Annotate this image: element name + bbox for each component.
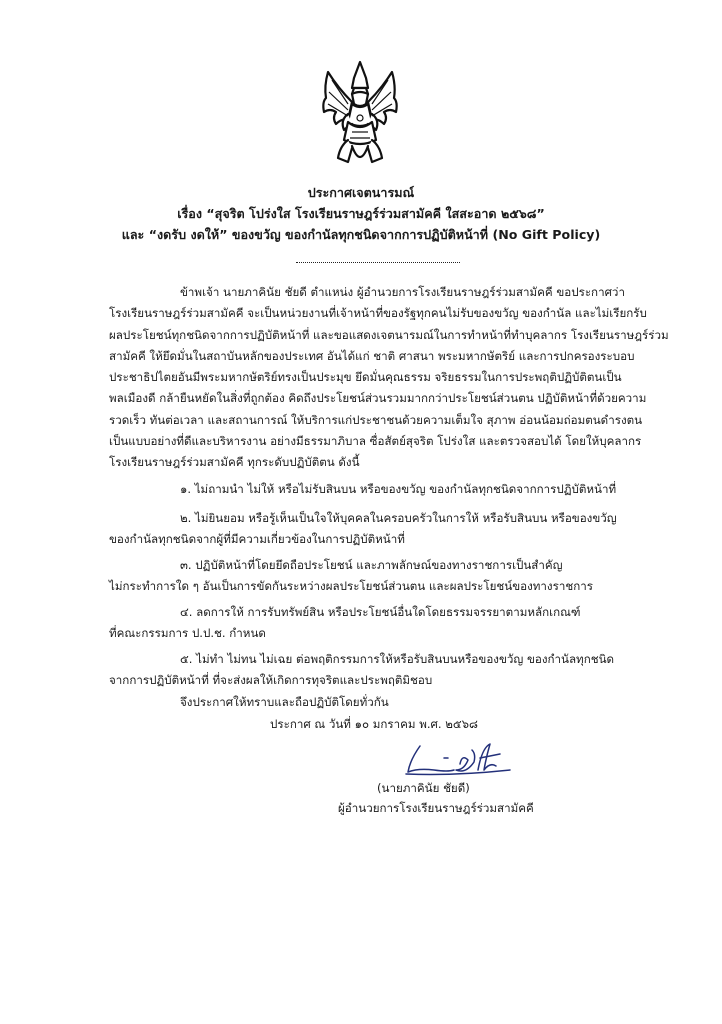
intro-line: เป็นแบบอย่างที่ดีและบริหารงาน อย่างมีธรรมาภิบาล ซื่อสัตย์สุจริต โปร่งใส และตรวจสอบได้ โดยให้บุคลากร	[109, 434, 642, 449]
closing-statement: จึงประกาศให้ทราบและถือปฏิบัติโดยทั่วกัน	[180, 695, 389, 709]
handwritten-signature-icon	[404, 740, 514, 780]
garuda-emblem-icon	[318, 58, 402, 170]
announcement-date: ประกาศ ณ วันที่ ๑๐ มกราคม พ.ศ. ๒๕๖๘	[270, 717, 478, 731]
signer-name: (นายภาคินัย ชัยดี)	[377, 781, 470, 795]
document-subject: เรื่อง “สุจริต โปร่งใส โรงเรียนราษฎร์ร่วมสามัคคี ใสสะอาด ๒๕๖๘”	[177, 206, 545, 221]
text-line: ๔. ลดการให้ การรับทรัพย์สิน หรือประโยชน์อื่นใดโดยธรรมจรรยาตามหลักเกณฑ์	[180, 605, 581, 619]
list-item	[180, 481, 616, 499]
text-line: ๑. ไม่ถามนำ ไม่ให้ หรือไม่รับสินบน หรือของขวัญ ของกำนัลทุกชนิดจากการปฏิบัติหน้าที่	[180, 482, 617, 496]
intro-line: ประชาธิปไตยอันมีพระมหากษัตริย์ทรงเป็นประมุข ยึดมั่นคุณธรรม จริยธรรมในการประพฤติปฏิบัติตนเป็น	[109, 370, 622, 385]
intro-line: โรงเรียนราษฎร์ร่วมสามัคคี จะเป็นหน่วยงานที่เจ้าหน้าที่ของรัฐทุกคนไม่รับของขวัญ ของกำนัล และไม่เรียกรับ	[109, 306, 647, 321]
list-item	[109, 602, 580, 644]
separator-line	[296, 262, 460, 263]
intro-paragraph	[109, 282, 669, 474]
text-line: ๕. ไม่ทำ ไม่ทน ไม่เฉย ต่อพฤติกรรมการให้หรือรับสินบนหรือของขวัญ ของกำนัลทุกชนิด	[180, 652, 615, 666]
text-line: ไม่กระทำการใด ๆ อันเป็นการขัดกันระหว่างผลประโยชน์ส่วนตน และผลประโยชน์ของทางราชการ	[109, 579, 593, 593]
text-line: ที่คณะกรรมการ ป.ป.ช. กำหนด	[109, 626, 266, 640]
list-item	[109, 508, 617, 550]
list-item	[109, 649, 614, 691]
text-line: จากการปฏิบัติหน้าที่ ที่จะส่งผลให้เกิดการทุจริตและประพฤติมิชอบ	[109, 673, 433, 687]
intro-line: รวดเร็ว ทันต่อเวลา และสถานการณ์ ให้บริการแก่ประชาชนด้วยความเต็มใจ สุภาพ อ่อนน้อมถ่อมตนดำรงตน	[109, 412, 643, 427]
document-title: ประกาศเจตนารมณ์	[307, 185, 415, 200]
text-line: ๒. ไม่ยินยอม หรือรู้เห็นเป็นใจให้บุคคลในครอบครัวในการให้ หรือรับสินบน หรือของขวัญ	[180, 511, 617, 525]
text-line: ๓. ปฏิบัติหน้าที่โดยยึดถือประโยชน์ และภาพลักษณ์ของทางราชการเป็นสำคัญ	[180, 558, 563, 572]
signer-position: ผู้อำนวยการโรงเรียนราษฎร์ร่วมสามัคคี	[338, 801, 534, 815]
document-subject-line2: และ “งดรับ งดให้” ของขวัญ ของกำนัลทุกชนิดจากการปฏิบัติหน้าที่ (No Gift Policy)	[121, 227, 601, 242]
intro-line: พลเมืองดี กล้ายืนหยัดในสิ่งที่ถูกต้อง คิดถึงประโยชน์ส่วนรวมมากกว่าประโยชน์ส่วนตน ปฏิบัติหน้าที่ด้วยความ	[109, 391, 647, 406]
list-item	[109, 555, 593, 597]
text-line: ของกำนัลทุกชนิดจากผู้ที่มีความเกี่ยวข้องในการปฏิบัติหน้าที่	[109, 532, 405, 546]
intro-line: ข้าพเจ้า นายภาคินัย ชัยดี ตำแหน่ง ผู้อำนวยการโรงเรียนราษฎร์ร่วมสามัคคี ขอประกาศว่า	[180, 285, 625, 299]
intro-line: สามัคคี ให้ยึดมั่นในสถาบันหลักของประเทศ อันได้แก่ ชาติ ศาสนา พระมหากษัตริย์ และการปกครองระบอบ	[109, 348, 635, 363]
intro-line: ผลประโยชน์ทุกชนิดจากการปฏิบัติหน้าที่ และขอแสดงเจตนารมณ์ในการทำหน้าที่ทำบุคลากร โรงเรียนราษฎร์ร่วม	[109, 327, 669, 342]
intro-line: โรงเรียนราษฎร์ร่วมสามัคคี ทุกระดับปฏิบัติตน ดังนี้	[109, 455, 360, 470]
